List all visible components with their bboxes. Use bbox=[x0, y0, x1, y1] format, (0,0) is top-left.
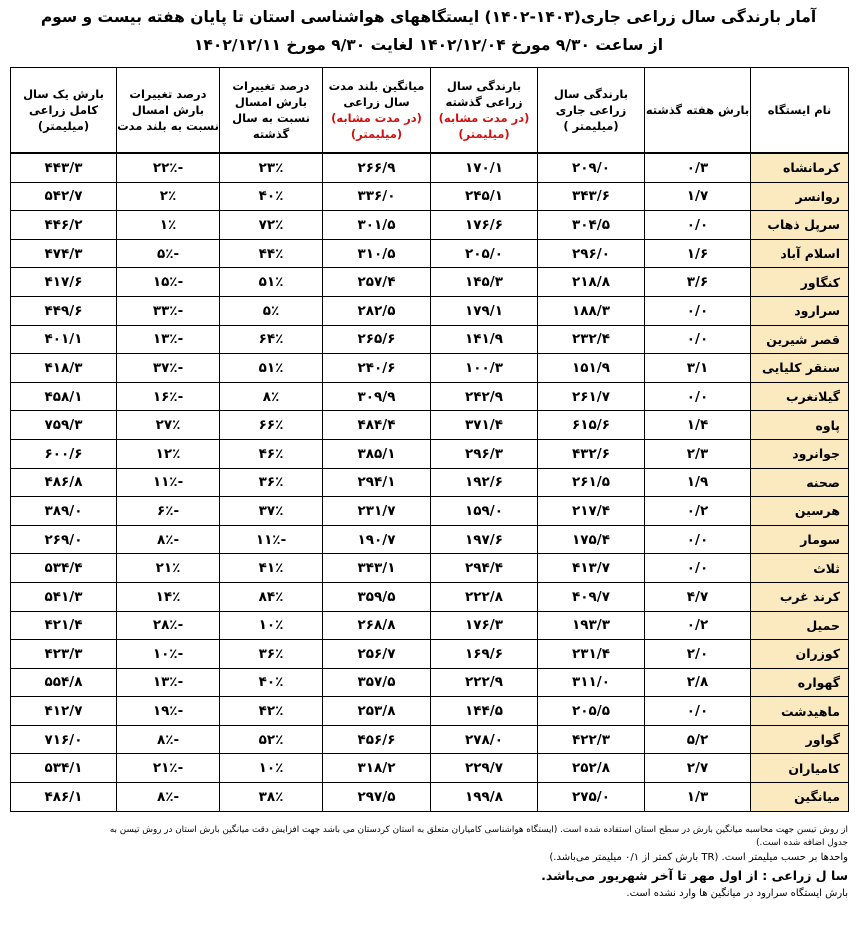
change-vs-last-year-cell: ۳۶٪ bbox=[220, 640, 323, 669]
station-name-cell: ماهیدشت bbox=[751, 697, 849, 726]
last-week-rain-cell: ۰/۰ bbox=[645, 382, 751, 411]
current-year-rain-cell: ۲۵۲/۸ bbox=[538, 754, 645, 783]
long-term-mean-cell: ۳۱۸/۲ bbox=[323, 754, 431, 783]
full-year-rain-cell: ۵۴۱/۳ bbox=[11, 582, 117, 611]
current-year-rain-cell: ۱۸۸/۳ bbox=[538, 296, 645, 325]
table-row bbox=[11, 668, 849, 697]
last-year-rain-cell: ۱۹۹/۸ bbox=[431, 783, 538, 812]
long-term-mean-cell: ۲۴۰/۶ bbox=[323, 354, 431, 383]
last-week-rain-cell: ۰/۰ bbox=[645, 296, 751, 325]
long-term-mean-cell: ۲۵۷/۴ bbox=[323, 268, 431, 297]
full-year-rain-cell: ۳۸۹/۰ bbox=[11, 497, 117, 526]
change-vs-long-term-cell: -۱۳٪ bbox=[117, 668, 220, 697]
change-vs-long-term-cell: ۱٪ bbox=[117, 211, 220, 240]
change-vs-long-term-cell: -۱۳٪ bbox=[117, 325, 220, 354]
station-name-cell: ثلاث bbox=[751, 554, 849, 583]
full-year-rain-cell: ۴۱۷/۶ bbox=[11, 268, 117, 297]
last-week-rain-cell: ۲/۰ bbox=[645, 640, 751, 669]
full-year-rain-cell: ۴۵۸/۱ bbox=[11, 382, 117, 411]
change-vs-last-year-cell: ۴۰٪ bbox=[220, 182, 323, 211]
long-term-mean-cell: ۲۹۴/۱ bbox=[323, 468, 431, 497]
table-row bbox=[11, 411, 849, 440]
full-year-rain-cell: ۴۴۹/۶ bbox=[11, 296, 117, 325]
long-term-mean-cell: ۳۵۹/۵ bbox=[323, 582, 431, 611]
table-row bbox=[11, 697, 849, 726]
current-year-rain-cell: ۳۰۴/۵ bbox=[538, 211, 645, 240]
station-name-cell: صحنه bbox=[751, 468, 849, 497]
last-week-rain-cell: ۳/۱ bbox=[645, 354, 751, 383]
table-row bbox=[11, 211, 849, 240]
change-vs-last-year-cell: ۶۶٪ bbox=[220, 411, 323, 440]
current-year-rain-cell: ۴۲۲/۳ bbox=[538, 725, 645, 754]
table-row bbox=[11, 640, 849, 669]
full-year-rain-cell: ۴۸۶/۸ bbox=[11, 468, 117, 497]
current-year-rain-cell: ۲۳۲/۴ bbox=[538, 325, 645, 354]
full-year-rain-cell: ۴۲۱/۴ bbox=[11, 611, 117, 640]
note-sararud: بارش ایستگاه سرارود در میانگین ها وارد نشده است. bbox=[626, 888, 848, 899]
change-vs-last-year-cell: ۵۱٪ bbox=[220, 268, 323, 297]
current-year-rain-cell: ۲۹۶/۰ bbox=[538, 239, 645, 268]
full-year-rain-cell: ۷۱۶/۰ bbox=[11, 725, 117, 754]
last-year-rain-cell: ۲۴۵/۱ bbox=[431, 182, 538, 211]
station-name-cell: گیلانغرب bbox=[751, 382, 849, 411]
current-year-rain-cell: ۲۰۵/۵ bbox=[538, 697, 645, 726]
header-last-year: بارندگی سال زراعی گذشته (در مدت مشابه) (میلیمتر) bbox=[431, 68, 538, 154]
last-week-rain-cell: ۰/۳ bbox=[645, 153, 751, 182]
note-thiessen-cont: جدول اضافه شده است.) bbox=[756, 838, 848, 848]
last-year-rain-cell: ۱۰۰/۳ bbox=[431, 354, 538, 383]
last-year-rain-cell: ۲۹۴/۴ bbox=[431, 554, 538, 583]
last-week-rain-cell: ۱/۳ bbox=[645, 783, 751, 812]
long-term-mean-cell: ۳۰۱/۵ bbox=[323, 211, 431, 240]
last-year-rain-cell: ۲۲۹/۷ bbox=[431, 754, 538, 783]
long-term-mean-cell: ۴۸۴/۴ bbox=[323, 411, 431, 440]
current-year-rain-cell: ۲۱۷/۴ bbox=[538, 497, 645, 526]
long-term-mean-cell: ۲۵۳/۸ bbox=[323, 697, 431, 726]
header-change-vs-last-year: درصد تغییرات بارش امسال نسبت به سال گذشته bbox=[220, 68, 323, 154]
change-vs-long-term-cell: ۱۴٪ bbox=[117, 582, 220, 611]
change-vs-long-term-cell: ۲۱٪ bbox=[117, 554, 220, 583]
change-vs-long-term-cell: -۶٪ bbox=[117, 497, 220, 526]
header-change-vs-long-term: درصد تغییرات بارش امسال نسبت به بلند مدت bbox=[117, 68, 220, 154]
current-year-rain-cell: ۱۵۱/۹ bbox=[538, 354, 645, 383]
change-vs-last-year-cell: ۵٪ bbox=[220, 296, 323, 325]
last-week-rain-cell: ۳/۶ bbox=[645, 268, 751, 297]
current-year-rain-cell: ۱۹۳/۳ bbox=[538, 611, 645, 640]
change-vs-long-term-cell: -۱۹٪ bbox=[117, 697, 220, 726]
full-year-rain-cell: ۴۸۶/۱ bbox=[11, 783, 117, 812]
station-name-cell: کامیاران bbox=[751, 754, 849, 783]
full-year-rain-cell: ۵۳۴/۴ bbox=[11, 554, 117, 583]
last-week-rain-cell: ۰/۰ bbox=[645, 325, 751, 354]
change-vs-last-year-cell: ۴۶٪ bbox=[220, 439, 323, 468]
table-row bbox=[11, 525, 849, 554]
full-year-rain-cell: ۵۴۲/۷ bbox=[11, 182, 117, 211]
last-year-rain-cell: ۱۵۹/۰ bbox=[431, 497, 538, 526]
change-vs-long-term-cell: -۸٪ bbox=[117, 783, 220, 812]
current-year-rain-cell: ۳۴۳/۶ bbox=[538, 182, 645, 211]
table-row bbox=[11, 354, 849, 383]
change-vs-last-year-cell: ۶۴٪ bbox=[220, 325, 323, 354]
station-name-cell: کرند غرب bbox=[751, 582, 849, 611]
long-term-mean-cell: ۱۹۰/۷ bbox=[323, 525, 431, 554]
change-vs-long-term-cell: -۱۰٪ bbox=[117, 640, 220, 669]
last-year-rain-cell: ۱۷۶/۶ bbox=[431, 211, 538, 240]
table-row bbox=[11, 611, 849, 640]
change-vs-last-year-cell: ۳۸٪ bbox=[220, 783, 323, 812]
long-term-mean-cell: ۳۵۷/۵ bbox=[323, 668, 431, 697]
full-year-rain-cell: ۴۰۱/۱ bbox=[11, 325, 117, 354]
last-year-rain-cell: ۱۹۷/۶ bbox=[431, 525, 538, 554]
current-year-rain-cell: ۲۰۹/۰ bbox=[538, 153, 645, 182]
full-year-rain-cell: ۲۶۹/۰ bbox=[11, 525, 117, 554]
change-vs-last-year-cell: -۱۱٪ bbox=[220, 525, 323, 554]
station-name-cell: سومار bbox=[751, 525, 849, 554]
station-name-cell: روانسر bbox=[751, 182, 849, 211]
full-year-rain-cell: ۶۰۰/۶ bbox=[11, 439, 117, 468]
long-term-mean-cell: ۲۶۵/۶ bbox=[323, 325, 431, 354]
change-vs-long-term-cell: -۳۳٪ bbox=[117, 296, 220, 325]
table-row bbox=[11, 582, 849, 611]
last-week-rain-cell: ۱/۴ bbox=[645, 411, 751, 440]
long-term-mean-cell: ۲۶۶/۹ bbox=[323, 153, 431, 182]
change-vs-last-year-cell: ۷۲٪ bbox=[220, 211, 323, 240]
table-row bbox=[11, 182, 849, 211]
footnotes bbox=[10, 824, 848, 902]
full-year-rain-cell: ۵۵۴/۸ bbox=[11, 668, 117, 697]
last-week-rain-cell: ۱/۹ bbox=[645, 468, 751, 497]
table-row bbox=[11, 468, 849, 497]
last-year-rain-cell: ۱۶۹/۶ bbox=[431, 640, 538, 669]
change-vs-long-term-cell: -۸٪ bbox=[117, 725, 220, 754]
last-week-rain-cell: ۰/۰ bbox=[645, 554, 751, 583]
long-term-mean-cell: ۳۳۶/۰ bbox=[323, 182, 431, 211]
current-year-rain-cell: ۴۱۳/۷ bbox=[538, 554, 645, 583]
table-row bbox=[11, 783, 849, 812]
change-vs-last-year-cell: ۸۴٪ bbox=[220, 582, 323, 611]
table-header-row bbox=[11, 68, 849, 154]
change-vs-last-year-cell: ۵۲٪ bbox=[220, 725, 323, 754]
last-year-rain-cell: ۲۰۵/۰ bbox=[431, 239, 538, 268]
change-vs-long-term-cell: -۸٪ bbox=[117, 525, 220, 554]
last-week-rain-cell: ۲/۷ bbox=[645, 754, 751, 783]
last-year-rain-cell: ۲۲۲/۸ bbox=[431, 582, 538, 611]
station-name-cell: پاوه bbox=[751, 411, 849, 440]
table-row bbox=[11, 296, 849, 325]
change-vs-long-term-cell: -۲۲٪ bbox=[117, 153, 220, 182]
full-year-rain-cell: ۴۱۲/۷ bbox=[11, 697, 117, 726]
long-term-mean-cell: ۲۶۸/۸ bbox=[323, 611, 431, 640]
change-vs-last-year-cell: ۵۱٪ bbox=[220, 354, 323, 383]
last-year-rain-cell: ۳۷۱/۴ bbox=[431, 411, 538, 440]
long-term-mean-cell: ۲۸۲/۵ bbox=[323, 296, 431, 325]
last-year-rain-cell: ۲۷۸/۰ bbox=[431, 725, 538, 754]
full-year-rain-cell: ۴۲۳/۳ bbox=[11, 640, 117, 669]
station-name-cell: کرمانشاه bbox=[751, 153, 849, 182]
table-row bbox=[11, 239, 849, 268]
full-year-rain-cell: ۵۳۴/۱ bbox=[11, 754, 117, 783]
full-year-rain-cell: ۴۴۳/۳ bbox=[11, 153, 117, 182]
station-name-cell: سرارود bbox=[751, 296, 849, 325]
station-name-cell: قصر شیرین bbox=[751, 325, 849, 354]
change-vs-long-term-cell: -۲۱٪ bbox=[117, 754, 220, 783]
last-year-rain-cell: ۲۴۲/۹ bbox=[431, 382, 538, 411]
current-year-rain-cell: ۲۷۵/۰ bbox=[538, 783, 645, 812]
current-year-rain-cell: ۴۳۲/۶ bbox=[538, 439, 645, 468]
last-week-rain-cell: ۰/۰ bbox=[645, 211, 751, 240]
change-vs-last-year-cell: ۸٪ bbox=[220, 382, 323, 411]
change-vs-last-year-cell: ۱۰٪ bbox=[220, 611, 323, 640]
station-name-cell: اسلام آباد bbox=[751, 239, 849, 268]
change-vs-last-year-cell: ۴۲٪ bbox=[220, 697, 323, 726]
last-week-rain-cell: ۰/۰ bbox=[645, 525, 751, 554]
report-title: آمار بارندگی سال زراعی جاری(۱۴۰۳-۱۴۰۲) ایستگاههای هواشناسی استان تا پایان هفته بیست و سوم bbox=[40, 8, 817, 26]
current-year-rain-cell: ۳۱۱/۰ bbox=[538, 668, 645, 697]
long-term-mean-cell: ۲۹۷/۵ bbox=[323, 783, 431, 812]
last-week-rain-cell: ۲/۳ bbox=[645, 439, 751, 468]
current-year-rain-cell: ۲۳۱/۴ bbox=[538, 640, 645, 669]
station-name-cell: سرپل ذهاب bbox=[751, 211, 849, 240]
long-term-mean-cell: ۲۳۱/۷ bbox=[323, 497, 431, 526]
station-name-cell: سنقر کلیایی bbox=[751, 354, 849, 383]
last-week-rain-cell: ۰/۲ bbox=[645, 611, 751, 640]
long-term-mean-cell: ۲۵۶/۷ bbox=[323, 640, 431, 669]
last-year-rain-cell: ۱۷۹/۱ bbox=[431, 296, 538, 325]
header-full-year: بارش یک سال کامل زراعی (میلیمتر) bbox=[11, 68, 117, 154]
note-water-year: سا ل زراعی : از اول مهر تا آخر شهریور می‌باشد. bbox=[541, 868, 848, 883]
change-vs-long-term-cell: ۱۲٪ bbox=[117, 439, 220, 468]
table-row bbox=[11, 554, 849, 583]
change-vs-long-term-cell: -۵٪ bbox=[117, 239, 220, 268]
full-year-rain-cell: ۴۴۶/۲ bbox=[11, 211, 117, 240]
long-term-mean-cell: ۳۱۰/۵ bbox=[323, 239, 431, 268]
change-vs-last-year-cell: ۳۷٪ bbox=[220, 497, 323, 526]
change-vs-last-year-cell: ۳۶٪ bbox=[220, 468, 323, 497]
note-thiessen: از روش تیسن جهت محاسبه میانگین بارش در سطح استان استفاده شده است. (ایستگاه هواشناسی کامیاران متعلق به استان کردستان می باشد جهت افزایش دقت میانگین بارش استان در روش تیسن به bbox=[109, 825, 848, 835]
station-name-cell: میانگین bbox=[751, 783, 849, 812]
change-vs-last-year-cell: ۴۱٪ bbox=[220, 554, 323, 583]
station-name-cell: کنگاور bbox=[751, 268, 849, 297]
station-name-cell: گهواره bbox=[751, 668, 849, 697]
table-row bbox=[11, 754, 849, 783]
change-vs-long-term-cell: ۲۷٪ bbox=[117, 411, 220, 440]
table-row bbox=[11, 382, 849, 411]
change-vs-last-year-cell: ۲۳٪ bbox=[220, 153, 323, 182]
header-current-year: بارندگی سال زراعی جاری (میلیمتر ) bbox=[538, 68, 645, 154]
current-year-rain-cell: ۱۷۵/۴ bbox=[538, 525, 645, 554]
table-row bbox=[11, 439, 849, 468]
station-name-cell: جوانرود bbox=[751, 439, 849, 468]
last-week-rain-cell: ۵/۲ bbox=[645, 725, 751, 754]
change-vs-long-term-cell: -۱۱٪ bbox=[117, 468, 220, 497]
last-year-rain-cell: ۱۴۴/۵ bbox=[431, 697, 538, 726]
table-row bbox=[11, 153, 849, 182]
current-year-rain-cell: ۲۶۱/۵ bbox=[538, 468, 645, 497]
long-term-mean-cell: ۳۴۳/۱ bbox=[323, 554, 431, 583]
current-year-rain-cell: ۲۶۱/۷ bbox=[538, 382, 645, 411]
change-vs-long-term-cell: ۲٪ bbox=[117, 182, 220, 211]
full-year-rain-cell: ۴۱۸/۳ bbox=[11, 354, 117, 383]
station-name-cell: گواور bbox=[751, 725, 849, 754]
table-row bbox=[11, 325, 849, 354]
table-row bbox=[11, 268, 849, 297]
last-week-rain-cell: ۱/۶ bbox=[645, 239, 751, 268]
change-vs-last-year-cell: ۴۰٪ bbox=[220, 668, 323, 697]
last-week-rain-cell: ۰/۲ bbox=[645, 497, 751, 526]
full-year-rain-cell: ۴۷۴/۳ bbox=[11, 239, 117, 268]
change-vs-long-term-cell: -۱۶٪ bbox=[117, 382, 220, 411]
station-name-cell: کوزران bbox=[751, 640, 849, 669]
header-last-week: بارش هفته گذشته bbox=[645, 68, 751, 154]
station-name-cell: حمیل bbox=[751, 611, 849, 640]
change-vs-last-year-cell: ۱۰٪ bbox=[220, 754, 323, 783]
last-year-rain-cell: ۱۷۶/۳ bbox=[431, 611, 538, 640]
header-long-term: میانگین بلند مدت سال زراعی (در مدت مشابه) (میلیمتر) bbox=[323, 68, 431, 154]
change-vs-last-year-cell: ۴۴٪ bbox=[220, 239, 323, 268]
report-date-range: از ساعت ۹/۳۰ مورخ ۱۴۰۲/۱۲/۰۴ لغایت ۹/۳۰ مورخ ۱۴۰۲/۱۲/۱۱ bbox=[193, 36, 664, 54]
station-name-cell: هرسین bbox=[751, 497, 849, 526]
last-year-rain-cell: ۲۲۲/۹ bbox=[431, 668, 538, 697]
last-year-rain-cell: ۱۹۲/۶ bbox=[431, 468, 538, 497]
table-row bbox=[11, 725, 849, 754]
note-units: واحدها بر حسب میلیمتر است. (TR بارش کمتر از ۰/۱ میلیمتر می‌باشد.) bbox=[549, 852, 848, 863]
long-term-mean-cell: ۳۰۹/۹ bbox=[323, 382, 431, 411]
table-row bbox=[11, 497, 849, 526]
current-year-rain-cell: ۶۱۵/۶ bbox=[538, 411, 645, 440]
current-year-rain-cell: ۲۱۸/۸ bbox=[538, 268, 645, 297]
last-week-rain-cell: ۲/۸ bbox=[645, 668, 751, 697]
last-year-rain-cell: ۱۴۱/۹ bbox=[431, 325, 538, 354]
long-term-mean-cell: ۳۸۵/۱ bbox=[323, 439, 431, 468]
last-year-rain-cell: ۱۷۰/۱ bbox=[431, 153, 538, 182]
last-week-rain-cell: ۴/۷ bbox=[645, 582, 751, 611]
last-year-rain-cell: ۱۴۵/۳ bbox=[431, 268, 538, 297]
change-vs-long-term-cell: -۲۸٪ bbox=[117, 611, 220, 640]
current-year-rain-cell: ۴۰۹/۷ bbox=[538, 582, 645, 611]
rainfall-table bbox=[10, 67, 849, 812]
last-week-rain-cell: ۱/۷ bbox=[645, 182, 751, 211]
change-vs-long-term-cell: -۳۷٪ bbox=[117, 354, 220, 383]
last-year-rain-cell: ۲۹۶/۳ bbox=[431, 439, 538, 468]
long-term-mean-cell: ۴۵۶/۶ bbox=[323, 725, 431, 754]
full-year-rain-cell: ۷۵۹/۳ bbox=[11, 411, 117, 440]
header-station: نام ایستگاه bbox=[751, 68, 849, 154]
last-week-rain-cell: ۰/۰ bbox=[645, 697, 751, 726]
change-vs-long-term-cell: -۱۵٪ bbox=[117, 268, 220, 297]
